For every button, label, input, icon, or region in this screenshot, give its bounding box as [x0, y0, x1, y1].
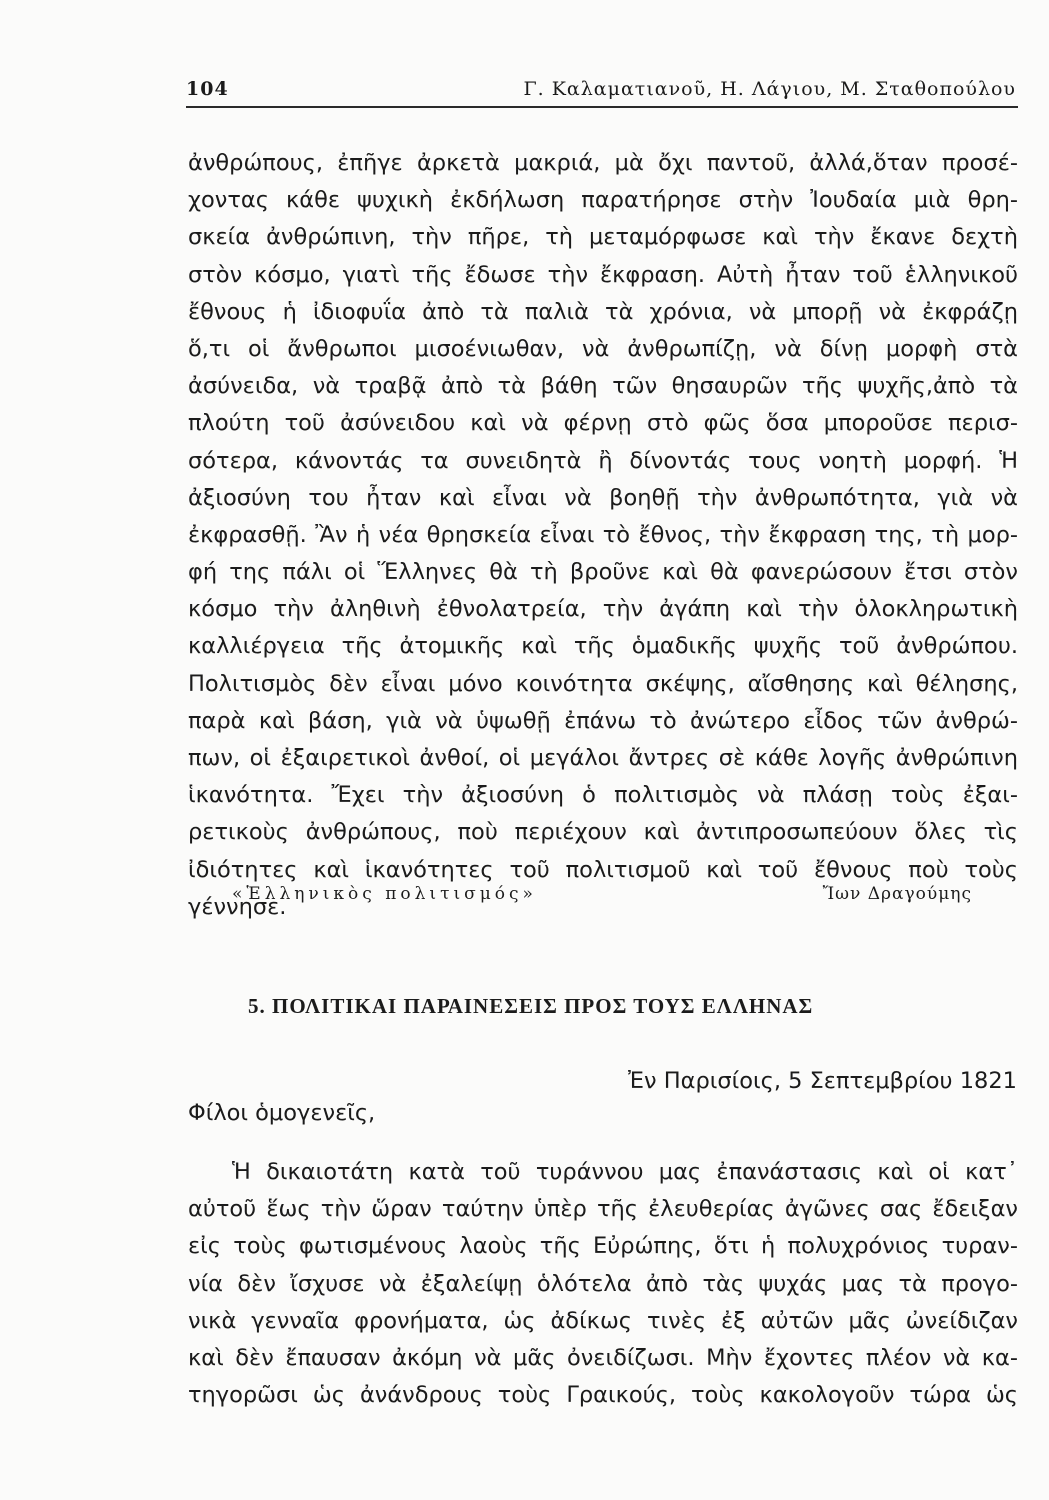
section-heading: 5. ΠΟΛΙΤΙΚΑΙ ΠΑΡΑΙΝΕΣΕΙΣ ΠΡΟΣ ΤΟΥΣ ΕΛΛΗΝΑΣ	[248, 994, 814, 1018]
page-header	[186, 70, 1018, 108]
text-line: ρετικοὺς ἀνθρώπους, ποὺ περιέχουν καὶ ἀντιπροσωπεύουν ὅλες τὶς	[188, 819, 1018, 846]
letter-dateline: Ἐν Παρισίοις, 5 Σεπτεμβρίου 1821	[628, 1068, 1017, 1094]
text-line: νία δὲν ἴσχυσε νὰ ἐξαλείψῃ ὁλότελα ἀπὸ τὰς ψυχάς μας τὰ προγο-	[188, 1270, 1018, 1297]
text-line: κόσμο τὴν ἀληθινὴ ἐθνολατρεία, τὴν ἀγάπη καὶ τὴν ὁλοκληρωτικὴ	[188, 596, 1018, 623]
text-line: ἐκφρασθῇ. Ἂν ἡ νέα θρησκεία εἶναι τὸ ἔθνος, τὴν ἔκφραση της, τὴ μορ-	[188, 521, 1018, 548]
text-line: καλλιέργεια τῆς ἀτομικῆς καὶ τῆς ὁμαδικῆς ψυχῆς τοῦ ἀνθρώπου.	[188, 633, 1018, 660]
source-citation	[232, 884, 972, 918]
page-number: 104	[186, 78, 229, 100]
text-line: ἱκανότητα. Ἔχει τὴν ἀξιοσύνη ὁ πολιτισμὸς νὰ πλάσῃ τοὺς ἐξαι-	[188, 782, 1018, 809]
text-line: ἰδιότητες καὶ ἱκανότητες τοῦ πολιτισμοῦ καὶ τοῦ ἔθνους ποὺ τοὺς	[188, 856, 1018, 883]
text-line: Ἡ δικαιοτάτη κατὰ τοῦ τυράννου μας ἐπανάστασις καὶ οἱ κατ᾽	[232, 1159, 1018, 1185]
running-head: Γ. Καλαματιανοῦ, Η. Λάγιου, Μ. Σταθοπούλου	[523, 78, 1016, 100]
text-line: γέννησε.	[188, 893, 287, 920]
text-line: ἀνθρώπους, ἐπῆγε ἀρκετὰ μακριά, μὰ ὄχι παντοῦ, ἀλλά,ὅταν προσέ-	[188, 150, 1018, 176]
text-line: αὐτοῦ ἕως τὴν ὥραν ταύτην ὑπὲρ τῆς ἐλευθερίας ἀγῶνες σας ἔδειξαν	[188, 1196, 1018, 1223]
paragraph-1	[188, 145, 1018, 926]
text-line: σκεία ἀνθρώπινη, τὴν πῆρε, τὴ μεταμόρφωσε καὶ τὴν ἔκανε δεχτὴ	[188, 224, 1018, 251]
text-line: εἰς τοὺς φωτισμένους λαοὺς τῆς Εὐρώπης, ὅτι ἡ πολυχρόνιος τυραν-	[188, 1233, 1018, 1260]
text-line: φή της πάλι οἱ Ἕλληνες θὰ τὴ βροῦνε καὶ θὰ φανερώσουν ἔτσι στὸν	[188, 559, 1018, 586]
text-line: καὶ δὲν ἔπαυσαν ἀκόμη νὰ μᾶς ὀνειδίζωσι. Μὴν ἔχοντες πλέον νὰ κα-	[188, 1344, 1018, 1371]
letter-salutation: Φίλοι ὁμογενεῖς,	[188, 1100, 376, 1126]
source-title: «Ἑλληνικὸς πολιτισμός»	[232, 884, 537, 904]
text-line: πων, οἱ ἐξαιρετικοὶ ἀνθοί, οἱ μεγάλοι ἄντρες σὲ κάθε λογῆς ἀνθρώπινη	[188, 745, 1018, 771]
source-author: Ἴων Δραγούμης	[822, 884, 972, 904]
text-line: νικὰ γενναῖα φρονήματα, ὡς ἀδίκως τινὲς ἐξ αὐτῶν μᾶς ὠνείδιζαν	[188, 1307, 1018, 1334]
text-line: ἀσύνειδα, νὰ τραβᾷ ἀπὸ τὰ βάθη τῶν θησαυρῶν τῆς ψυχῆς,ἀπὸ τὰ	[188, 373, 1018, 400]
text-line: ὅ,τι οἱ ἄνθρωποι μισοένιωθαν, νὰ ἀνθρωπίζῃ, νὰ δίνῃ μορφὴ στὰ	[188, 335, 1018, 362]
text-line: σότερα, κάνοντάς τα συνειδητὰ ἢ δίνοντάς τους νοητὴ μορφή. Ἡ	[188, 447, 1018, 474]
text-line: στὸν κόσμο, γιατὶ τῆς ἔδωσε τὴν ἔκφραση. Αὐτὴ ἦταν τοῦ ἑλληνικοῦ	[188, 261, 1018, 288]
text-line: τηγορῶσι ὡς ἀνάνδρους τοὺς Γραικούς, τοὺς κακολογοῦν τώρα ὡς	[188, 1382, 1018, 1409]
text-line: Πολιτισμὸς δὲν εἶναι μόνο κοινότητα σκέψης, αἴσθησης καὶ θέλησης,	[188, 670, 1018, 697]
text-line: ἔθνους ἡ ἰδιοφυΐα ἀπὸ τὰ παλιὰ τὰ χρόνια, νὰ μπορῇ νὰ ἐκφράζῃ	[188, 298, 1018, 325]
text-line: χοντας κάθε ψυχικὴ ἐκδήλωση παρατήρησε στὴν Ἰουδαία μιὰ θρη-	[188, 187, 1018, 214]
paragraph-2	[188, 1154, 1018, 1414]
text-line: πλούτη τοῦ ἀσύνειδου καὶ νὰ φέρνῃ στὸ φῶς ὅσα μποροῦσε περισ-	[188, 410, 1018, 437]
text-line: ἀξιοσύνη του ἦταν καὶ εἶναι νὰ βοηθῇ τὴν ἀνθρωπότητα, γιὰ νὰ	[188, 484, 1018, 511]
text-line: παρὰ καὶ βάση, γιὰ νὰ ὑψωθῇ ἐπάνω τὸ ἀνώτερο εἶδος τῶν ἀνθρώ-	[188, 707, 1018, 734]
